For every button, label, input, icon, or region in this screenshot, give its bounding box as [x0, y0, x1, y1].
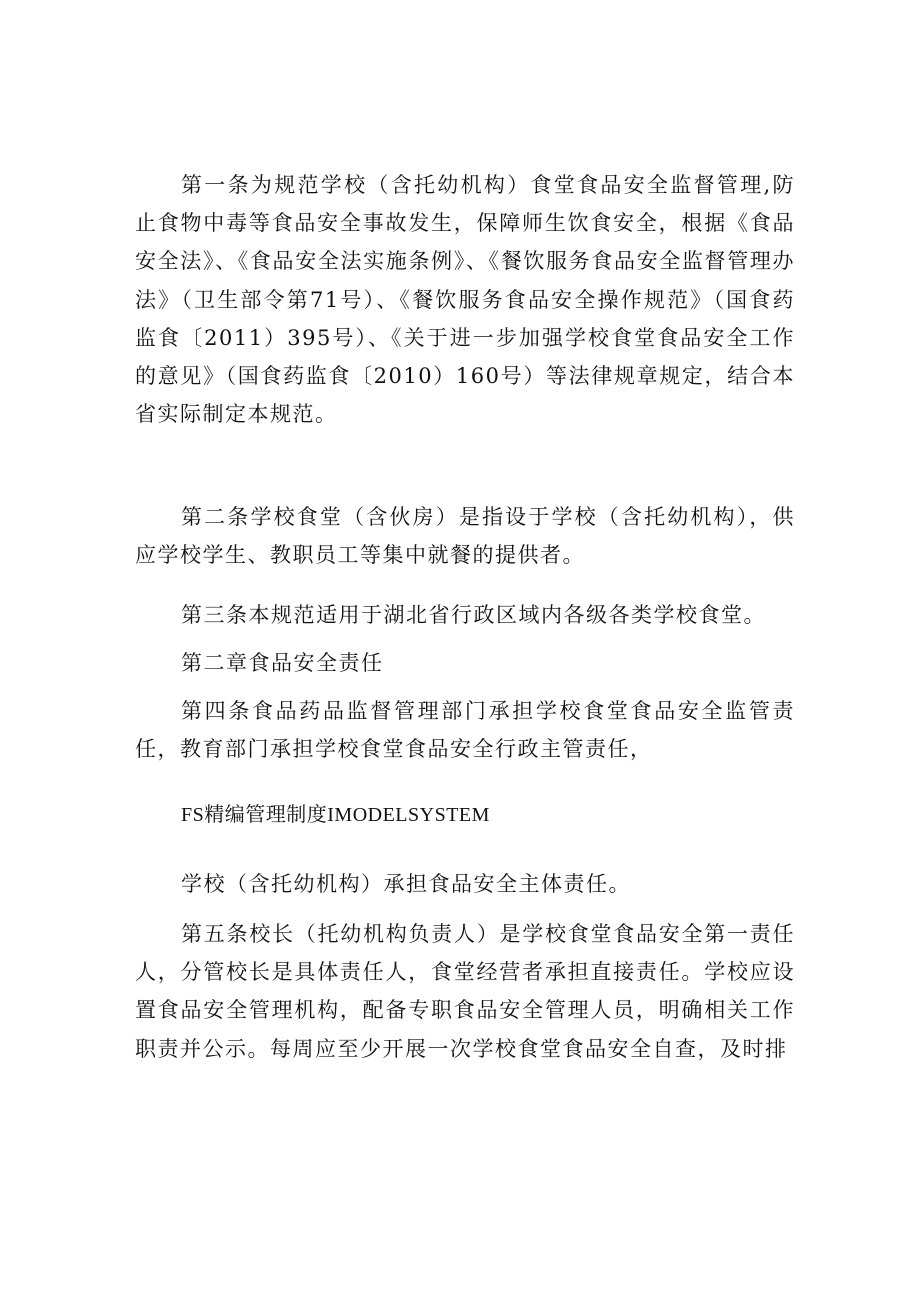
- paragraph-article-4: 第四条食品药品监督管理部门承担学校食堂食品安全监管责任，教育部门承担学校食堂食品安全行政主管责任，: [135, 699, 795, 762]
- management-system-note: FS精编管理制度IMODELSYSTEM: [181, 804, 490, 826]
- paragraph-article-4-continued: 学校（含托幼机构）承担食品安全主体责任。: [181, 872, 631, 896]
- chapter-heading: 第二章食品安全责任: [181, 651, 384, 675]
- paragraph-article-1: 第一条为规范学校（含托幼机构）食堂食品安全监督管理,防止食物中毒等食品安全事故发生，保障师生饮食安全，根据《食品安全法》、《食品安全法实施条例》、《餐饮服务食品安全监督管理办法》（卫生部令第71号）、《餐饮服务食品安全操作规范》（国食药监食〔2011）395号）、《关于进一步加强学校食堂食品安全工作的意见》（国食药监食〔2010）160号）等法律规章规定，结合本省实际制定本规范。: [135, 173, 795, 427]
- paragraph-article-3: 第三条本规范适用于湖北省行政区域内各级各类学校食堂。: [181, 603, 766, 627]
- paragraph-article-5: 第五条校长（托幼机构负责人）是学校食堂食品安全第一责任人，分管校长是具体责任人，食堂经营者承担直接责任。学校应设置食品安全管理机构，配备专职食品安全管理人员，明确相关工作职责并公示。每周应至少开展一次学校食堂食品安全自查，及时排: [135, 922, 795, 1061]
- paragraph-article-2: 第二条学校食堂（含伙房）是指设于学校（含托幼机构），供应学校学生、教职员工等集中就餐的提供者。: [135, 505, 795, 568]
